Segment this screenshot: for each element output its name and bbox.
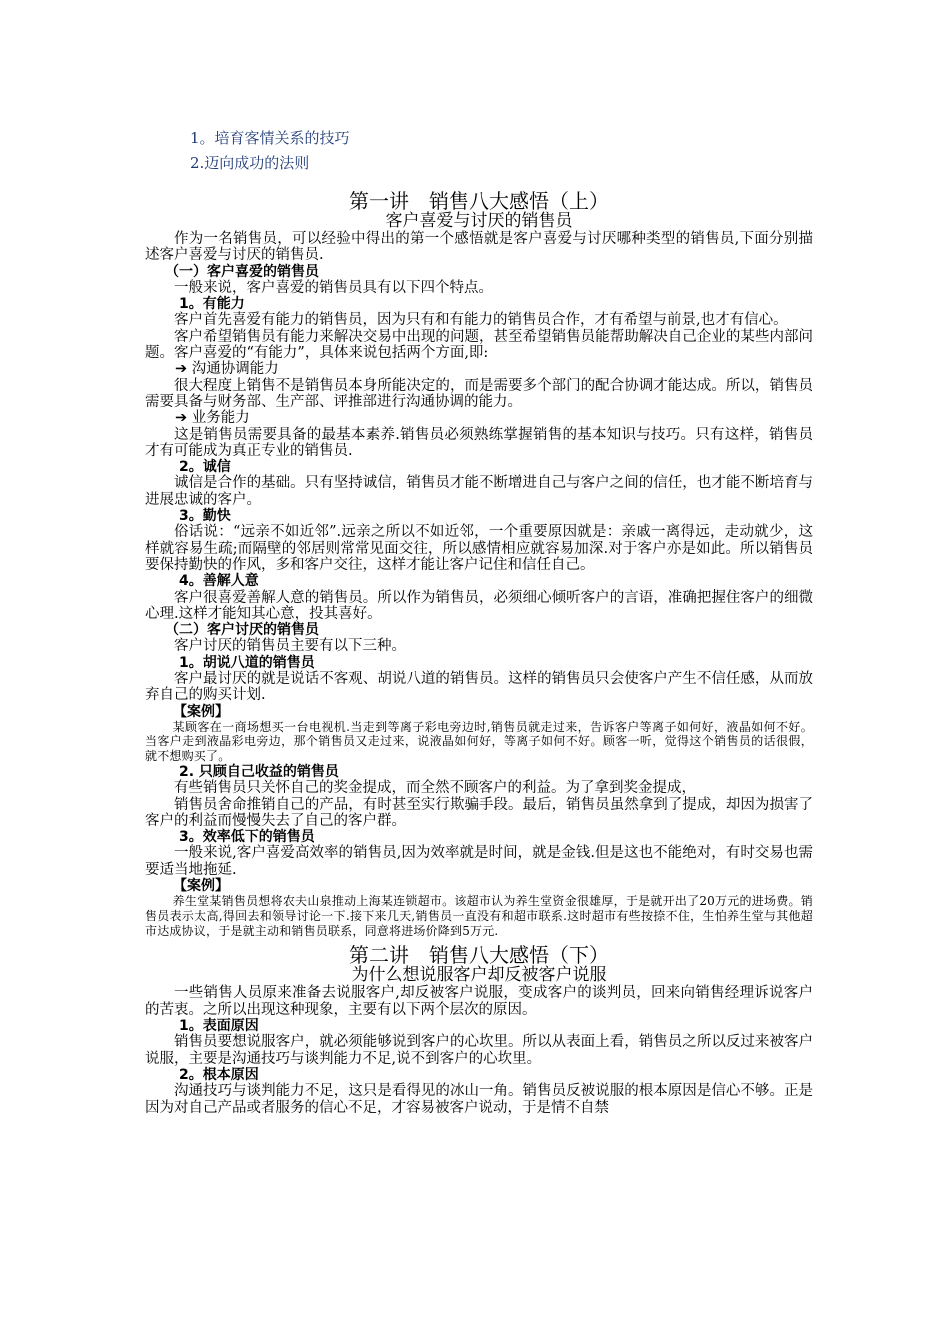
bullet-label: 业务能力: [191, 410, 250, 427]
case-text: 养生堂某销售员想将农夫山泉推动上海某连锁超市。该超市认为养生堂资金很雄厚，于是就开出了20万元的进场费。销售员表示太高,得回去和领导讨论一下.接下来几天,销售员一直没有和超市联系.这时超市有些按捺不住，生怕养生堂与其他超市达成协议，于是就主动和销售员联系，同意将进场价降到5万元.: [145, 894, 813, 938]
item-heading: 2。根本原因: [179, 1066, 259, 1083]
paragraph: 客户最讨厌的就是说话不客观、胡说八道的销售员。这样的销售员只会使客户产生不信任感，从而放弃自己的购买计划.: [145, 671, 813, 704]
item-heading: 1。胡说八道的销售员: [179, 654, 315, 671]
lecture-1-subtitle: 客户喜爱与讨厌的销售员: [385, 211, 573, 231]
paragraph: 客户讨厌的销售员主要有以下三种。: [174, 638, 406, 655]
paragraph: 很大程度上销售不是销售员本身所能决定的，而是需要多个部门的配合协调才能达成。所以，销售员需要具备与财务部、生产部、评推部进行沟通协调的能力。: [145, 377, 813, 410]
bullet-item: [145, 410, 813, 426]
item-heading: 4。善解人意: [179, 573, 259, 590]
item-heading: 2。诚信: [179, 459, 231, 476]
paragraph: 诚信是合作的基础。只有坚持诚信，销售员才能不断增进自己与客户之间的信任，也才能不断培育与进展忠诚的客户。: [145, 475, 813, 508]
paragraph: 一般来说,客户喜爱高效率的销售员,因为效率就是时间，就是金钱.但是这也不能绝对，有时交易也需要适当地拖延.: [145, 845, 813, 878]
case-label: 【案例】: [173, 703, 229, 720]
paragraph: 作为一名销售员，可以经验中得出的第一个感悟就是客户喜爱与讨厌哪种类型的销售员,下面分别描述客户喜爱与讨厌的销售员.: [145, 231, 813, 264]
paragraph: 客户首先喜爱有能力的销售员，因为只有和有能力的销售员合作，才有希望与前景,也才有信心。: [174, 312, 788, 329]
bullet-item: [145, 361, 813, 377]
paragraph: 客户很喜爱善解人意的销售员。所以作为销售员，必须细心倾听客户的言语，准确把握住客户的细微心理.这样才能知其心意，投其喜好。: [145, 589, 813, 622]
section-heading: （二）客户讨厌的销售员: [165, 622, 319, 639]
item-heading: 1。表面原因: [179, 1018, 259, 1035]
toc-item: 2.迈向成功的法则: [190, 154, 310, 172]
paragraph: 销售员要想说服客户，就必须能够说到客户的心坎里。所以从表面上看，销售员之所以反过来被客户说服，主要是沟通技巧与谈判能力不足,说不到客户的心坎里。: [145, 1034, 813, 1067]
case-text: 某顾客在一商场想买一台电视机.当走到等离子彩电旁边时,销售员就走过来，告诉客户等离子如何好，液晶如何不好。当客户走到液晶彩电旁边，那个销售员又走过来，说液晶如何好，等离子如何不好。顾客一听，觉得这个销售员的话很假，就不想购买了。: [145, 719, 813, 764]
arrow-right-icon: ➔: [175, 410, 192, 427]
item-heading: 3。勤快: [179, 508, 231, 525]
item-heading: 3。效率低下的销售员: [179, 829, 315, 846]
lecture-1-title: 第一讲 销售八大感悟（上）: [349, 189, 609, 213]
paragraph: 销售员舍命推销自己的产品，有时甚至实行欺骗手段。最后，销售员虽然拿到了提成，却因为损害了客户的利益而慢慢失去了自己的客户群。: [145, 796, 813, 829]
item-heading: 1。有能力: [179, 296, 245, 313]
item-heading: 2. 只顾自己收益的销售员: [179, 764, 339, 780]
paragraph: 客户希望销售员有能力来解决交易中出现的问题，甚至希望销售员能帮助解决自己企业的某些内部问题。客户喜爱的“有能力”，具体来说包括两个方面,即:: [145, 328, 813, 362]
bullet-label: 沟通协调能力: [191, 361, 279, 378]
paragraph: 一般来说，客户喜爱的销售员具有以下四个特点。: [174, 279, 493, 296]
paragraph: 有些销售员只关怀自己的奖金提成，而全然不顾客户的利益。为了拿到奖金提成，: [174, 780, 696, 797]
paragraph: 一些销售人员原来准备去说服客户,却反被客户说服，变成客户的谈判员，回来向销售经理诉说客户的苦衷。之所以出现这种现象，主要有以下两个层次的原因。: [145, 985, 813, 1018]
paragraph: 这是销售员需要具备的最基本素养.销售员必须熟练掌握销售的基本知识与技巧。只有这样，销售员才有可能成为真正专业的销售员.: [145, 426, 813, 459]
toc-list: [190, 126, 813, 176]
paragraph: 沟通技巧与谈判能力不足，这只是看得见的冰山一角。销售员反被说服的根本原因是信心不够。正是因为对自己产品或者服务的信心不足，才容易被客户说动，于是情不自禁: [145, 1083, 813, 1116]
section-heading: （一）客户喜爱的销售员: [165, 263, 319, 280]
toc-item: 1。培育客情关系的技巧: [190, 129, 350, 147]
lecture-2-subtitle: 为什么想说服客户却反被客户说服: [351, 965, 607, 986]
arrow-right-icon: ➔: [175, 361, 192, 378]
paragraph: 俗话说：“远亲不如近邻”.远亲之所以不如近邻，一个重要原因就是：亲戚一离得远，走动就少，这样就容易生疏;而隔壁的邻居则常常见面交往，所以感情相应就容易加深.对于客户亦是如此。所以销售员要保持勤快的作风，多和客户交往，这样才能让客户记住和信任自己。: [145, 524, 813, 573]
case-label: 【案例】: [173, 878, 229, 895]
document-body: [145, 126, 813, 1116]
lecture-2-title: 第二讲 销售八大感悟（下）: [349, 943, 609, 968]
